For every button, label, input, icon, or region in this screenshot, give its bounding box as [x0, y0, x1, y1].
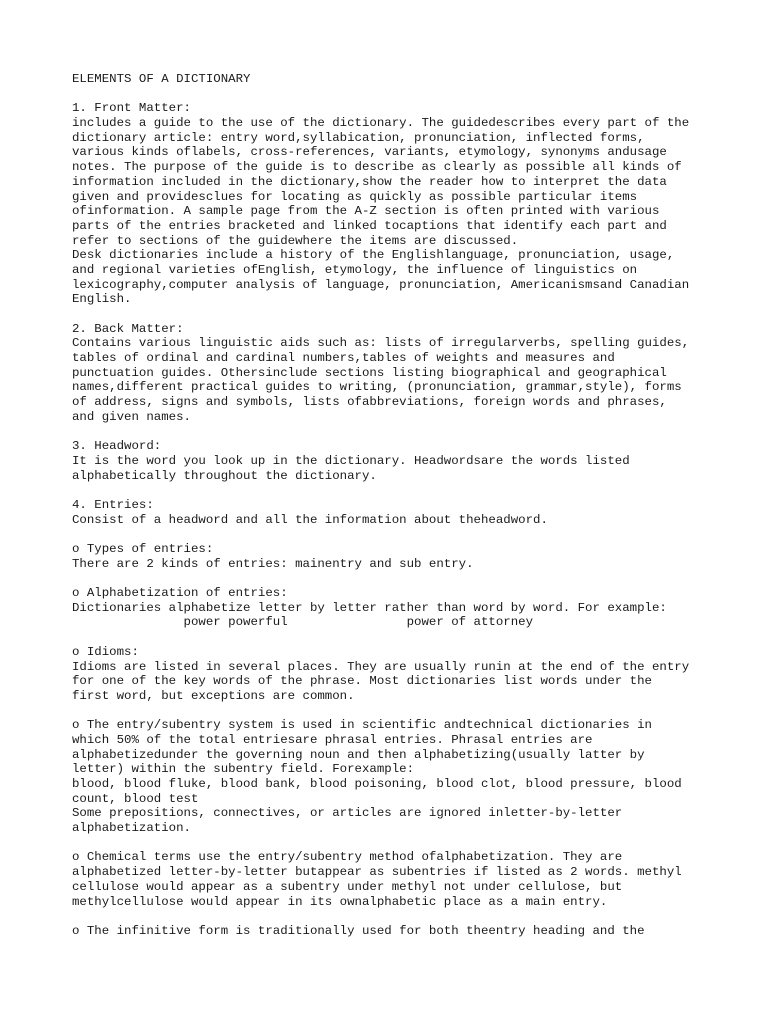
- document-title: ELEMENTS OF A DICTIONARY: [72, 72, 251, 86]
- text-line: o Chemical terms use the entry/subentry method ofalphabetization. They are: [72, 850, 623, 865]
- blank-line: [72, 571, 712, 586]
- text-line: 4. Entries:: [72, 497, 154, 512]
- text-line: various kinds oflabels, cross-references, variants, etymology, synonyms andusage: [72, 145, 667, 160]
- text-line: methylcellulose would appear in its ownalphabetic place as a main entry.: [72, 894, 608, 909]
- text-line: and regional varieties ofEnglish, etymology, the influence of linguistics on: [72, 262, 638, 277]
- text-line: tables of ordinal and cardinal numbers,tables of weights and measures and: [72, 351, 615, 366]
- blank-line: [72, 87, 712, 102]
- text-line: English.: [72, 292, 132, 307]
- text-line: notes. The purpose of the guide is to describe as clearly as possible all kinds of: [72, 160, 682, 175]
- text-line: and given names.: [72, 409, 191, 424]
- text-line: There are 2 kinds of entries: mainentry and sub entry.: [72, 556, 474, 571]
- text-line: ofinformation. A sample page from the A-Z section is often printed with various: [72, 204, 660, 219]
- text-line: alphabetization.: [72, 821, 191, 836]
- text-line: alphabetizedunder the governing noun and then alphabetizing(usually latter by: [72, 747, 645, 762]
- blank-line: [72, 527, 712, 542]
- text-line: o Idioms:: [72, 644, 139, 659]
- text-line: parts of the entries bracketed and linked tocaptions that identify each part and: [72, 218, 667, 233]
- text-line: for one of the key words of the phrase. Most dictionaries list words under the: [72, 674, 652, 689]
- text-line: alphabetically throughout the dictionary.: [72, 468, 377, 483]
- text-line: 1. Front Matter:: [72, 101, 191, 116]
- text-line: o Alphabetization of entries:: [72, 586, 288, 601]
- blank-line: [72, 704, 712, 719]
- blank-line: [72, 909, 712, 924]
- blank-line: [72, 307, 712, 322]
- document-body: [72, 87, 712, 939]
- text-line: names,different practical guides to writing, (pronunciation, grammar,style), forms: [72, 380, 682, 395]
- text-line: 2. Back Matter:: [72, 321, 184, 336]
- blank-line: [72, 425, 712, 440]
- text-line: refer to sections of the guidewhere the items are discussed.: [72, 233, 519, 248]
- text-line: punctuation guides. Othersinclude sections listing biographical and geographical: [72, 365, 667, 380]
- text-line: 3. Headword:: [72, 439, 162, 454]
- document-page: [72, 72, 712, 939]
- text-line: Idioms are listed in several places. They are usually runin at the end of the entry: [72, 659, 690, 674]
- blank-line: [72, 483, 712, 498]
- text-line: letter) within the subentry field. Forexample:: [72, 762, 415, 777]
- text-line: cellulose would appear as a subentry under methyl not under cellulose, but: [72, 879, 623, 894]
- blank-line: [72, 630, 712, 645]
- text-line: information included in the dictionary,show the reader how to interpret the data: [72, 174, 667, 189]
- text-line: lexicography,computer analysis of language, pronunciation, Americanismsand Canadian: [72, 277, 690, 292]
- text-line: Some prepositions, connectives, or articles are ignored inletter-by-letter: [72, 806, 623, 821]
- blank-line: [72, 836, 712, 851]
- text-line: Desk dictionaries include a history of the Englishlanguage, pronunciation, usage,: [72, 248, 675, 263]
- text-line: alphabetized letter-by-letter butappear as subentries if listed as 2 words. methyl: [72, 865, 682, 880]
- text-line: blood, blood fluke, blood bank, blood poisoning, blood clot, blood pressure, blood: [72, 777, 682, 791]
- text-line: given and providesclues for locating as quickly as possible particular items: [72, 189, 638, 204]
- text-line: It is the word you look up in the dictionary. Headwordsare the words listed: [72, 453, 630, 468]
- text-line: includes a guide to the use of the dictionary. The guidedescribes every part of the: [72, 116, 690, 131]
- text-line: Dictionaries alphabetize letter by letter rather than word by word. For example:: [72, 600, 667, 615]
- text-line: power powerful power of attorney: [72, 615, 534, 630]
- text-line: o The infinitive form is traditionally used for both theentry heading and the: [72, 923, 645, 938]
- text-line: which 50% of the total entriesare phrasal entries. Phrasal entries are: [72, 732, 593, 747]
- text-line: count, blood test: [72, 791, 199, 806]
- text-line: o Types of entries:: [72, 542, 214, 556]
- text-line: dictionary article: entry word,syllabication, pronunciation, inflected forms,: [72, 130, 645, 145]
- text-line: Contains various linguistic aids such as: lists of irregularverbs, spelling guides,: [72, 336, 690, 351]
- text-line: of address, signs and symbols, lists ofabbreviations, foreign words and phrases,: [72, 395, 667, 410]
- text-line: first word, but exceptions are common.: [72, 688, 355, 703]
- text-line: Consist of a headword and all the information about theheadword.: [72, 512, 548, 527]
- text-line: o The entry/subentry system is used in scientific andtechnical dictionaries in: [72, 718, 652, 733]
